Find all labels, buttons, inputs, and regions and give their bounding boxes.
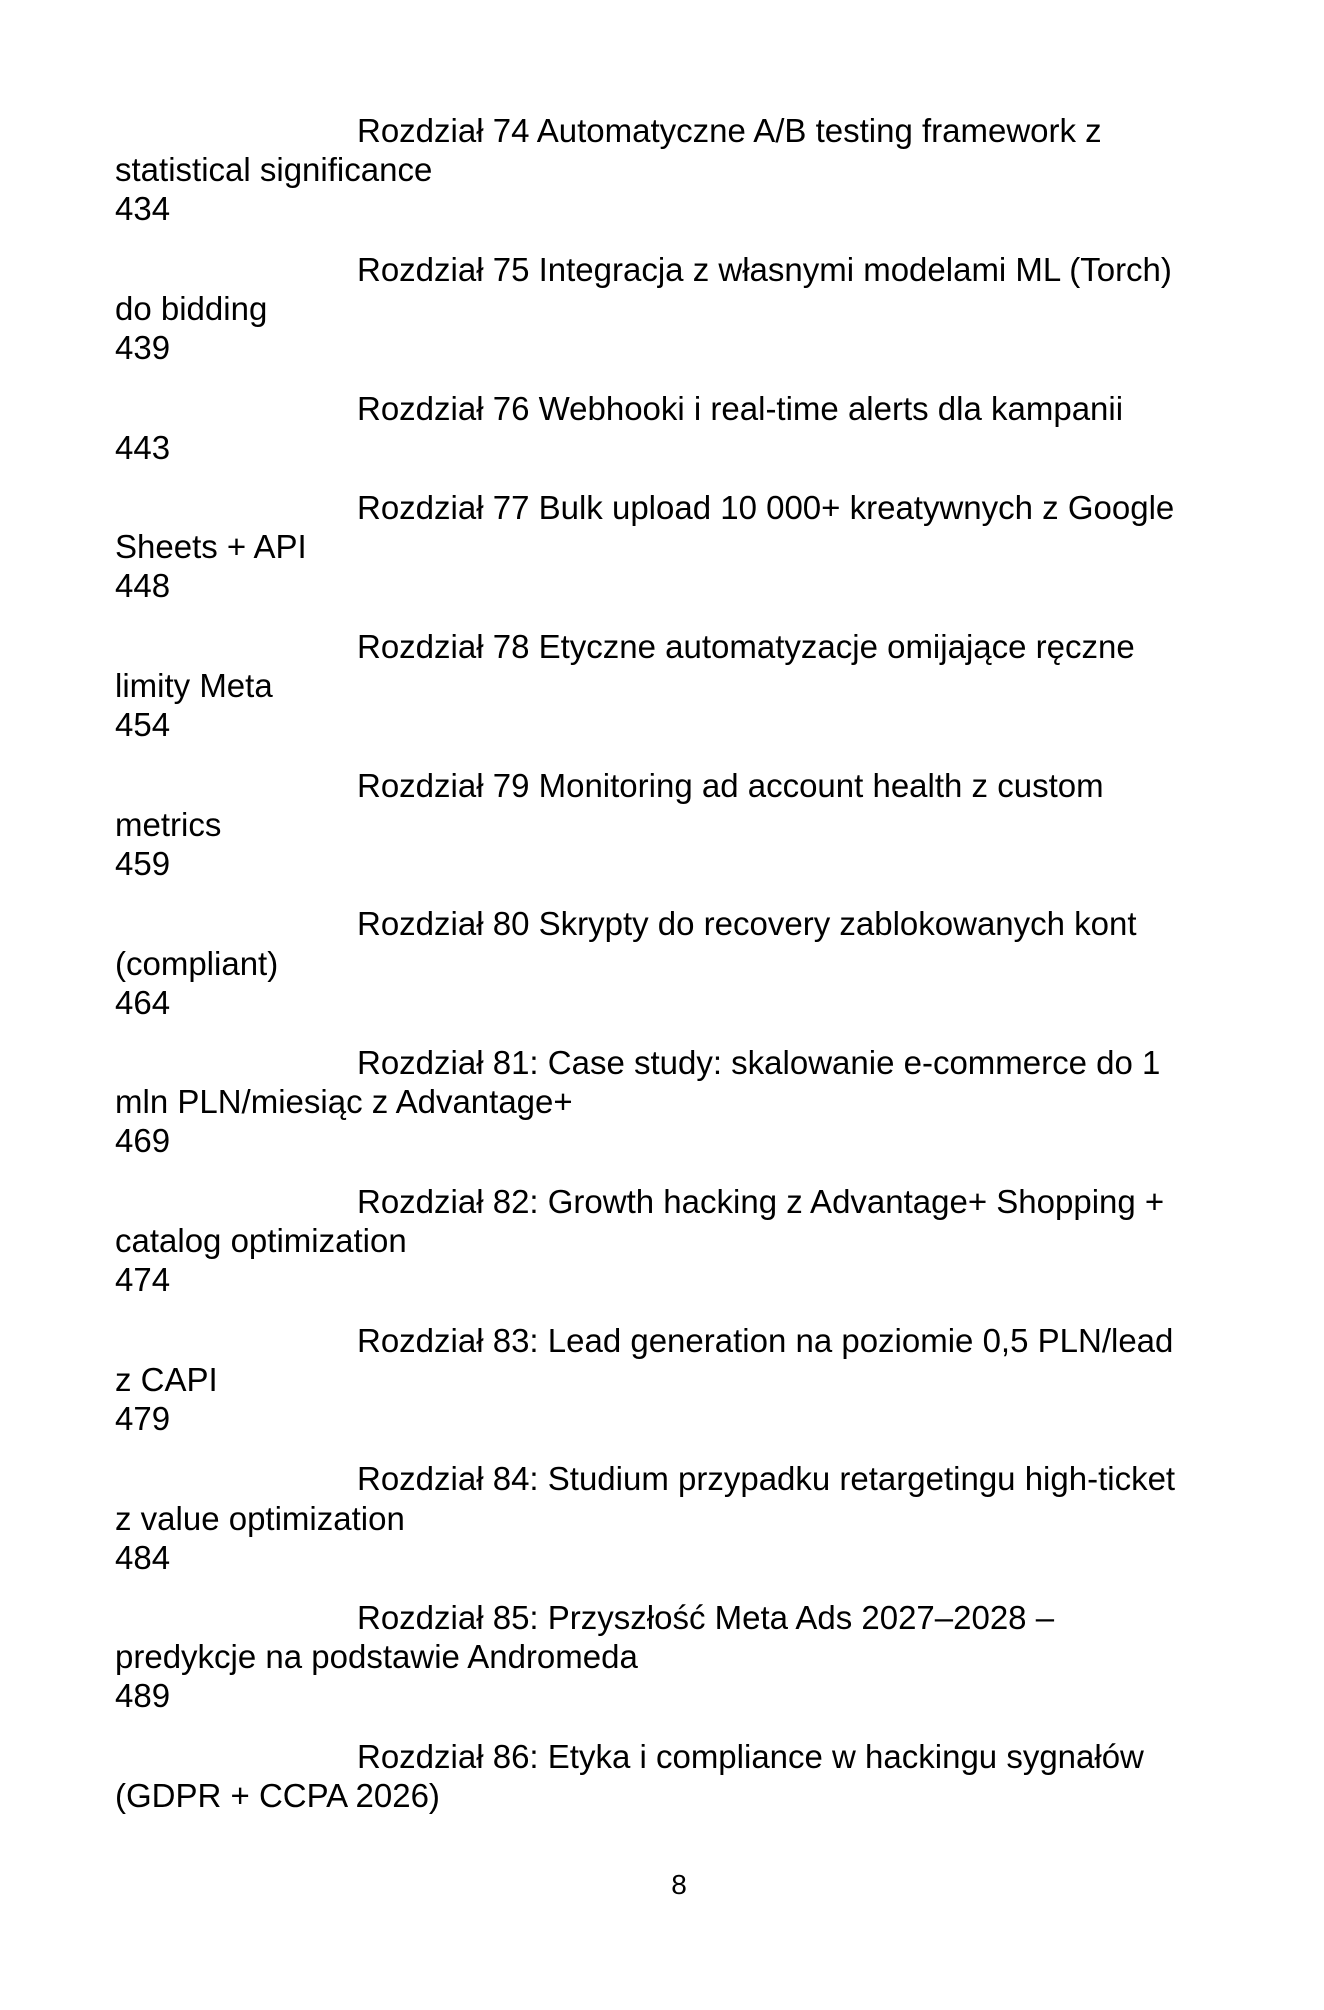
- toc-entry-79: [115, 766, 1295, 884]
- toc-entry-heading: Rozdział 81: Case study: skalowanie e-commerce do 1: [357, 1044, 1161, 1082]
- toc-entry-page: 479: [115, 1399, 171, 1437]
- toc-entry-85: [115, 1598, 1295, 1716]
- toc-entry-page: 434: [115, 190, 171, 228]
- toc-entry-82: [115, 1182, 1295, 1300]
- toc-entry-84: [115, 1459, 1295, 1577]
- toc-entry-78: [115, 627, 1295, 745]
- toc-entry-77: [115, 488, 1295, 606]
- toc-entry-page: 484: [115, 1538, 171, 1576]
- toc-entry-continuation: statistical significance: [115, 151, 433, 189]
- toc-entry-heading: Rozdział 79 Monitoring ad account health z custom: [357, 766, 1104, 804]
- toc-entry-76: [115, 389, 1295, 467]
- toc-entry-heading: Rozdział 85: Przyszłość Meta Ads 2027–2028 –: [357, 1599, 1055, 1637]
- toc-entry-86: [115, 1737, 1295, 1815]
- toc-entry-heading: Rozdział 80 Skrypty do recovery zablokowanych kont: [357, 905, 1137, 943]
- toc-entry-heading: Rozdział 86: Etyka i compliance w hackingu sygnałów: [357, 1737, 1144, 1775]
- toc-entry-heading: Rozdział 83: Lead generation na poziomie 0,5 PLN/lead: [357, 1321, 1174, 1359]
- toc-entry-heading: Rozdział 82: Growth hacking z Advantage+ Shopping +: [357, 1182, 1165, 1220]
- toc-entry-continuation: limity Meta: [115, 667, 273, 704]
- toc-entry-continuation: catalog optimization: [115, 1222, 407, 1259]
- toc-entry-page: 459: [115, 844, 171, 882]
- toc-entry-continuation: Sheets + API: [115, 528, 307, 566]
- toc-entry-continuation: mln PLN/miesiąc z Advantage+: [115, 1083, 573, 1121]
- toc-entry-heading: Rozdział 76 Webhooki i real-time alerts dla kampanii: [357, 389, 1124, 427]
- toc-entry-page: 489: [115, 1677, 171, 1715]
- table-of-contents: [115, 111, 1295, 1836]
- toc-entry-page: 448: [115, 567, 171, 605]
- toc-entry-heading: Rozdział 84: Studium przypadku retargetingu high-ticket: [357, 1460, 1176, 1498]
- toc-entry-heading: Rozdział 75 Integracja z własnymi modelami ML (Torch): [357, 250, 1172, 288]
- toc-entry-page: 469: [115, 1122, 171, 1160]
- toc-entry-continuation: do bidding: [115, 289, 268, 327]
- toc-entry-83: [115, 1321, 1295, 1439]
- toc-entry-continuation: predykcje na podstawie Andromeda: [115, 1638, 638, 1676]
- toc-entry-page: 464: [115, 983, 171, 1021]
- toc-entry-heading: Rozdział 77 Bulk upload 10 000+ kreatywnych z Google: [357, 489, 1175, 527]
- page-number: 8: [671, 1869, 687, 1900]
- toc-entry-80: [115, 904, 1295, 1022]
- toc-entry-continuation: z CAPI: [115, 1360, 218, 1398]
- toc-entry-continuation: z value optimization: [115, 1499, 405, 1537]
- toc-entry-74: [115, 111, 1295, 229]
- toc-entry-continuation: (GDPR + CCPA 2026): [115, 1777, 440, 1814]
- toc-entry-81: [115, 1043, 1295, 1161]
- toc-entry-page: 474: [115, 1261, 171, 1299]
- toc-entry-page: 443: [115, 428, 171, 466]
- toc-entry-continuation: metrics: [115, 805, 222, 843]
- toc-entry-75: [115, 250, 1295, 368]
- toc-entry-page: 439: [115, 329, 171, 367]
- toc-entry-page: 454: [115, 706, 171, 744]
- toc-entry-heading: Rozdział 74 Automatyczne A/B testing framework z: [357, 112, 1102, 149]
- toc-entry-heading: Rozdział 78 Etyczne automatyzacje omijające ręczne: [357, 627, 1135, 665]
- toc-entry-continuation: (compliant): [115, 944, 279, 982]
